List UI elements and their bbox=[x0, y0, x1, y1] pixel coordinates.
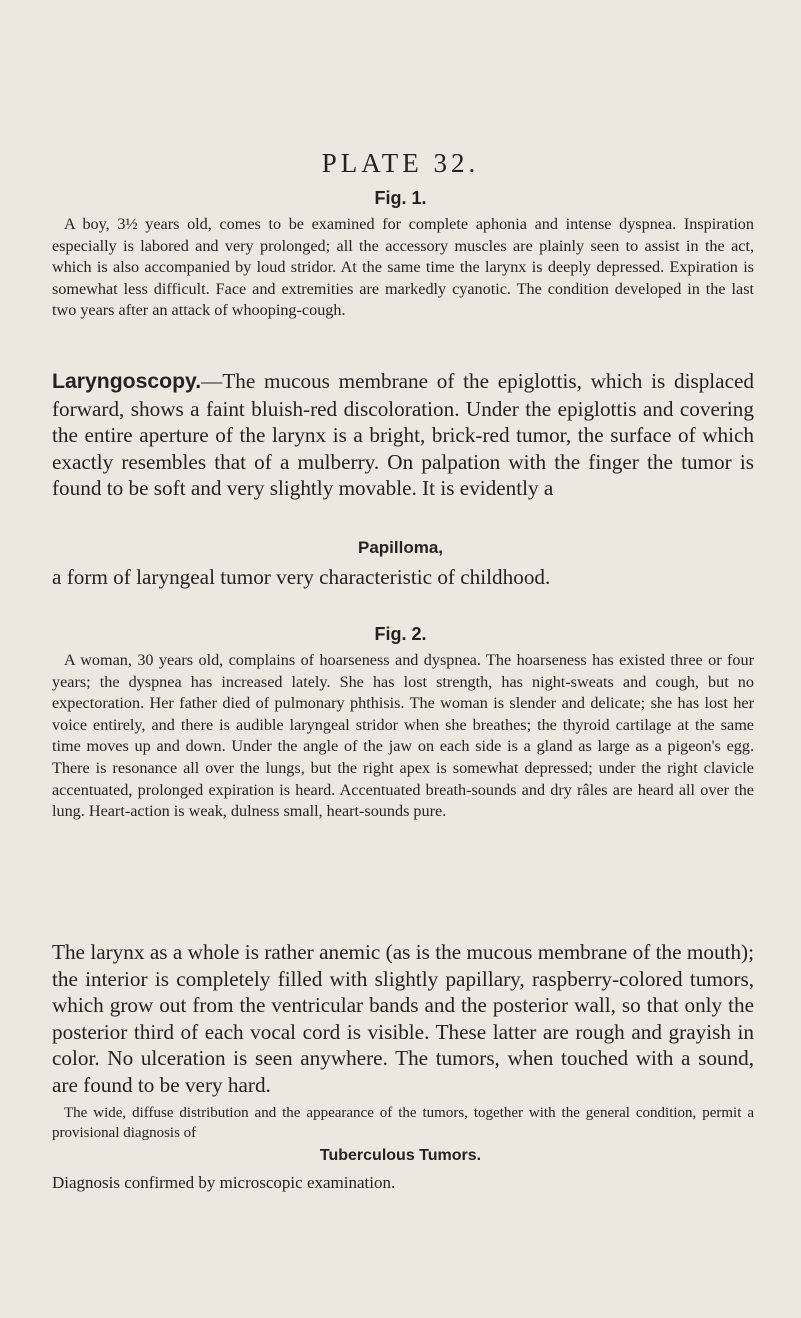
fig1-conclusion: a form of laryngeal tumor very characteristic of childhood. bbox=[52, 565, 551, 589]
fig1-diagnosis: Papilloma, bbox=[357, 538, 444, 557]
fig2-findings: The larynx as a whole is rather anemic (as is the mucous membrane of the mouth); the interior is completely filled with slightly papillary, raspberry-colored tumors, which grow out from the ventricular bands and the posterior wall, so that only the posterior third of each vocal cord is visible. These latter are rough and grayish in color. No ulceration is seen anywhere. The tumors, when touched with a sound, are found to be very hard. bbox=[52, 940, 754, 1097]
fig2-confirmation: Diagnosis confirmed by microscopic examination. bbox=[52, 1173, 396, 1192]
fig2-history: A woman, 30 years old, complains of hoarseness and dyspnea. The hoarseness has existed three or four years; the dyspnea has increased lately. She has lost strength, has night-sweats and cough, but no expectoration. Her father died of pulmonary phthisis. The woman is slender and delicate; she has lost her voice entirely, and there is audible laryngeal stridor when she breathes; the thyroid cartilage at the same time moves up and down. Under the angle of the jaw on each side is a gland as large as a pigeon's egg. There is resonance all over the lungs, but the right apex is somewhat depressed; under the right clavicle accentuated, prolonged expiration is heard. Accentuated breath-sounds and dry râles are heard all over the lung. Heart-action is weak, dulness small, heart-sounds pure. bbox=[52, 651, 754, 821]
fig1-laryngoscopy bbox=[52, 368, 754, 502]
laryngoscopy-text: —The mucous membrane of the epiglottis, which is displaced forward, shows a faint bluish-red discoloration. Under the epiglottis and covering the entire aperture of the larynx is a bright, brick-red tumor, the surface of which exactly resembles that of a mulberry. On palpation with the finger the tumor is found to be soft and very slightly movable. It is evidently a bbox=[52, 369, 754, 500]
fig1-history: A boy, 3½ years old, comes to be examined for complete aphonia and intense dyspnea. Inspiration especially is labored and very prolonged; all the accessory muscles are plainly seen to assist in the act, which is also accompanied by loud stridor. At the same time the larynx is deeply depressed. Expiration is somewhat less difficult. Face and extremities are markedly cyanotic. The condition developed in the last two years after an attack of whooping-cough. bbox=[52, 215, 754, 320]
fig1-label: Fig. 1. bbox=[374, 188, 427, 208]
laryngoscopy-heading: Laryngoscopy. bbox=[52, 370, 202, 393]
plate-title: PLATE 32. bbox=[321, 148, 480, 178]
fig2-diagnosis: Tuberculous Tumors. bbox=[319, 1147, 482, 1164]
fig2-label: Fig. 2. bbox=[374, 624, 427, 644]
fig2-reasoning: The wide, diffuse distribution and the appearance of the tumors, together with the general condition, permit a provisional diagnosis of bbox=[52, 1105, 754, 1141]
